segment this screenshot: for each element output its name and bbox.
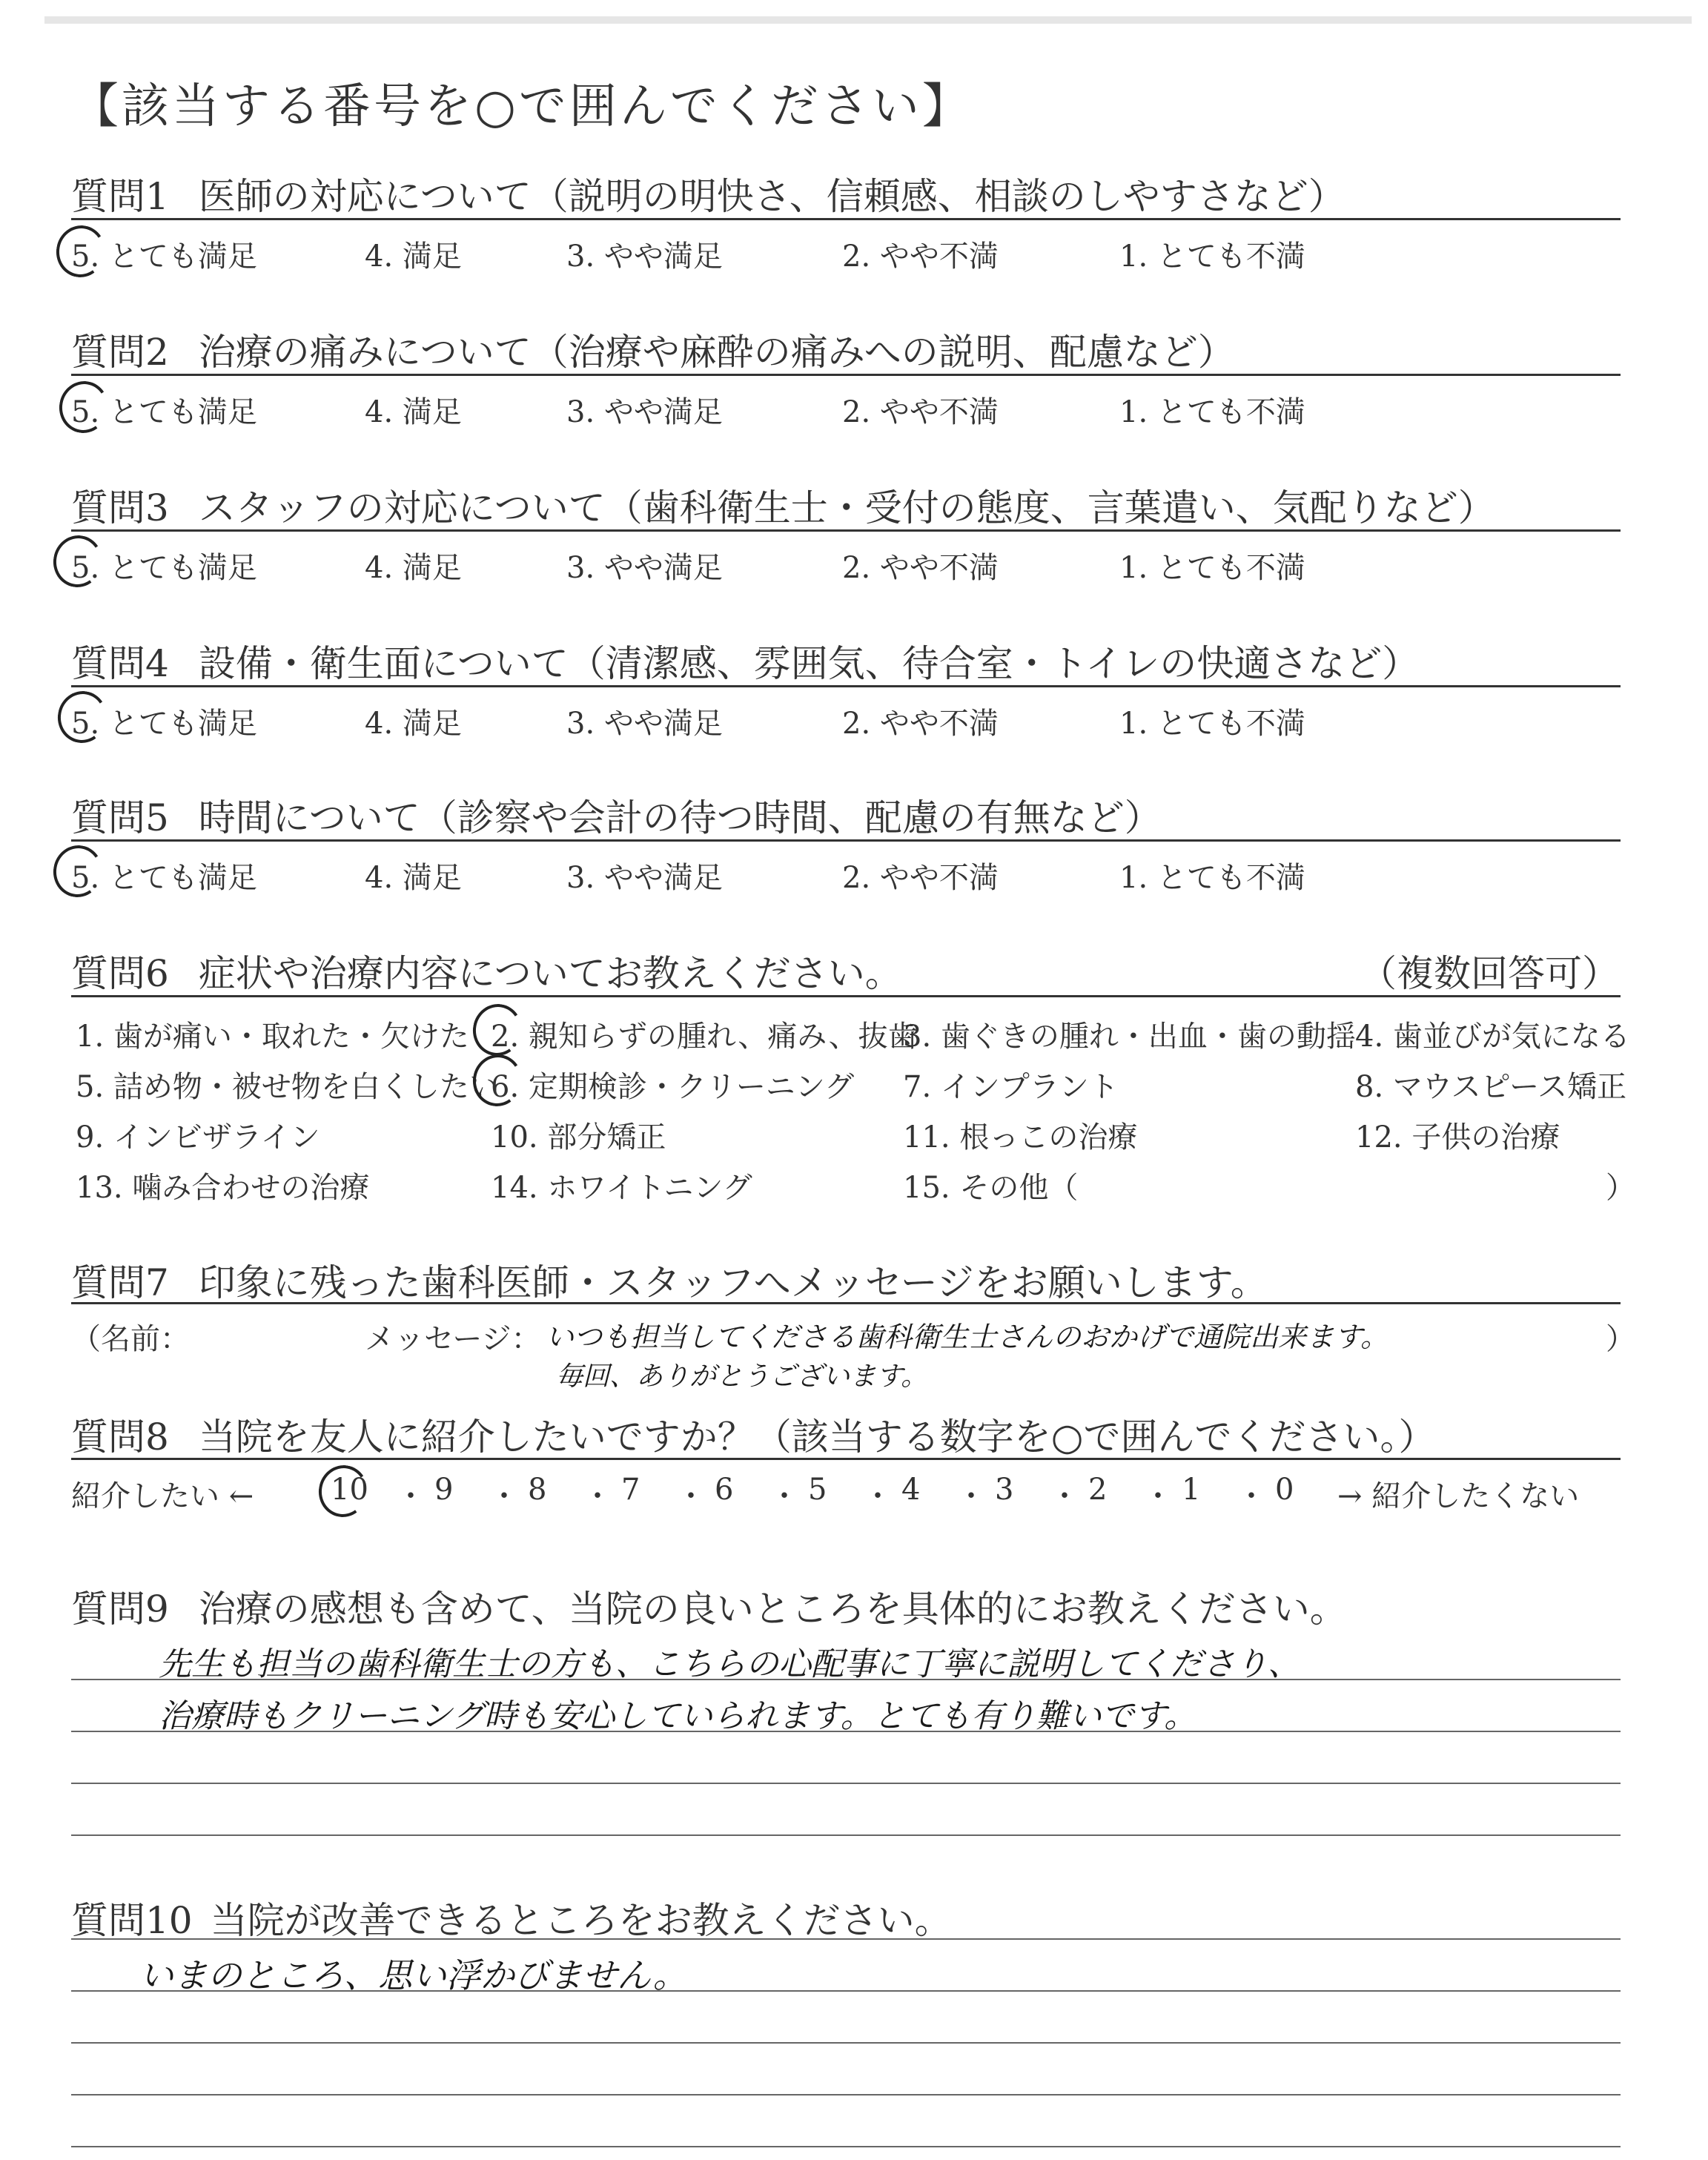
q8-scale-10[interactable]: 10: [331, 1473, 368, 1507]
q6-option-13[interactable]: 13. 噛み合わせの治療: [76, 1171, 370, 1205]
q6-option-4[interactable]: 4. 歯並びが気になる: [1355, 1020, 1630, 1054]
question-9-text: 治療の感想も含めて、当院の良いところを具体的にお教えください。: [198, 1588, 1347, 1631]
question-5-text: 時間について（診察や会計の待つ時間、配慮の有無など）: [198, 796, 1162, 839]
q3-option-3[interactable]: 3. やや満足: [566, 551, 723, 585]
question-2-text: 治療の痛みについて（治療や麻酔の痛みへの説明、配慮など）: [198, 331, 1235, 374]
q4-option-1[interactable]: 1. とても不満: [1119, 707, 1305, 741]
question-4-rule: [71, 685, 1621, 687]
q2-option-2[interactable]: 2. やや不満: [842, 395, 999, 429]
q8-scale-5[interactable]: 5: [808, 1473, 827, 1507]
q10-answer-line-3: [71, 2042, 1621, 2044]
q8-dot: ・: [676, 1479, 706, 1513]
question-5-heading: [71, 788, 1162, 842]
q7-message-line-2: 毎回、ありがとうございます。: [556, 1361, 928, 1392]
question-8-heading: [71, 1407, 1435, 1461]
q8-left-label: 紹介したい ←: [71, 1479, 254, 1513]
q9-answer-line-3: [71, 1783, 1621, 1784]
question-5-rule: [71, 839, 1621, 842]
question-9-heading: [71, 1579, 1347, 1633]
q2-option-4[interactable]: 4. 満足: [365, 395, 462, 429]
q6-option-7[interactable]: 7. インプラント: [903, 1070, 1119, 1104]
q6-option-3[interactable]: 3. 歯ぐきの腫れ・出血・歯の動揺: [903, 1020, 1356, 1054]
question-3-heading: [71, 478, 1495, 532]
q8-selection-circle: [314, 1462, 371, 1521]
q6-option-9[interactable]: 9. インビザライン: [76, 1120, 320, 1155]
question-8-text: 当院を友人に紹介したいですか？（該当する数字を○で囲んでください。）: [198, 1416, 1436, 1459]
q6-option-6[interactable]: 6. 定期検診・クリーニング: [491, 1070, 855, 1104]
question-8-rule: [71, 1458, 1621, 1460]
question-7-number: 質問7: [71, 1261, 169, 1304]
q8-dot: ・: [1050, 1479, 1079, 1513]
q7-name-label: （名前：: [71, 1322, 190, 1356]
q6-option-11[interactable]: 11. 根っこの治療: [903, 1120, 1138, 1155]
q3-option-1[interactable]: 1. とても不満: [1119, 551, 1305, 585]
q8-scale-2[interactable]: 2: [1088, 1473, 1108, 1507]
question-2-number: 質問2: [71, 331, 169, 374]
q2-option-5[interactable]: 5. とても満足: [71, 395, 257, 429]
question-1-rule: [71, 218, 1621, 220]
question-3-text: スタッフの対応について（歯科衛生士・受付の態度、言葉遣い、気配りなど）: [198, 486, 1495, 529]
question-7-text: 印象に残った歯科医師・スタッフへメッセージをお願いします。: [198, 1261, 1268, 1304]
q4-option-5[interactable]: 5. とても満足: [71, 707, 257, 741]
q6-option-15[interactable]: 15. その他（: [903, 1171, 1079, 1205]
q8-scale-8[interactable]: 8: [528, 1473, 547, 1507]
question-4-heading: [71, 634, 1419, 687]
q10-answer-line-1: [71, 1938, 1621, 1940]
question-8-number: 質問8: [71, 1416, 169, 1459]
question-1-text: 医師の対応について（説明の明快さ、信頼感、相談のしやすさなど）: [198, 175, 1345, 218]
q8-scale-4[interactable]: 4: [901, 1473, 921, 1507]
question-6-note: （複数回答可）: [1360, 952, 1619, 995]
q8-dot: ・: [1143, 1479, 1173, 1513]
question-6-rule: [71, 995, 1621, 997]
q2-option-3[interactable]: 3. やや満足: [566, 395, 723, 429]
question-10-number: 質問10: [71, 1899, 193, 1942]
question-4-text: 設備・衛生面について（清潔感、雰囲気、待合室・トイレの快適さなど）: [198, 642, 1420, 685]
q8-dot: ・: [863, 1479, 893, 1513]
question-10-heading: [71, 1891, 952, 1944]
q5-option-4[interactable]: 4. 満足: [365, 861, 462, 895]
question-2-rule: [71, 374, 1621, 376]
q5-option-2[interactable]: 2. やや不満: [842, 861, 999, 895]
q1-option-2[interactable]: 2. やや不満: [842, 240, 999, 274]
q8-dot: ・: [1237, 1479, 1266, 1513]
q3-option-5[interactable]: 5. とても満足: [71, 551, 257, 585]
question-2-heading: [71, 323, 1235, 376]
q2-option-1[interactable]: 1. とても不満: [1119, 395, 1305, 429]
q7-message-line-1: いつも担当してくださる歯科衛生士さんのおかげで通院出来ます。: [546, 1321, 1388, 1353]
question-1-number: 質問1: [71, 175, 169, 218]
q9-answer-text-1: 先生も担当の歯科衛生士の方も、こちらの心配事に丁寧に説明してくださり、: [159, 1645, 1300, 1683]
q8-scale-9[interactable]: 9: [434, 1473, 454, 1507]
q10-answer-text-1: いまのところ、思い浮かびません。: [139, 1955, 687, 1995]
question-4-number: 質問4: [71, 642, 169, 685]
q8-scale-1[interactable]: 1: [1182, 1473, 1201, 1507]
q5-option-1[interactable]: 1. とても不満: [1119, 861, 1305, 895]
q1-option-1[interactable]: 1. とても不満: [1119, 240, 1305, 274]
question-6-text: 症状や治療内容についてお教えください。: [198, 952, 902, 995]
q6-option-8[interactable]: 8. マウスピース矯正: [1355, 1070, 1627, 1104]
q7-message-label: メッセージ：: [365, 1322, 541, 1356]
question-1-heading: [71, 167, 1345, 220]
q3-option-4[interactable]: 4. 満足: [365, 551, 462, 585]
q8-scale-3[interactable]: 3: [995, 1473, 1014, 1507]
q6-option-14[interactable]: 14. ホワイトニング: [491, 1171, 752, 1205]
q8-dot: ・: [489, 1479, 519, 1513]
question-6-number: 質問6: [71, 952, 169, 995]
q7-close-paren: ）: [1606, 1322, 1635, 1356]
q4-option-2[interactable]: 2. やや不満: [842, 707, 999, 741]
q1-option-4[interactable]: 4. 満足: [365, 240, 462, 274]
q6-option-15-close: ）: [1606, 1171, 1635, 1205]
q5-option-3[interactable]: 3. やや満足: [566, 861, 723, 895]
q4-option-3[interactable]: 3. やや満足: [566, 707, 723, 741]
q9-answer-text-2: 治療時もクリーニング時も安心していられます。とても有り難いです。: [159, 1697, 1197, 1735]
question-7-heading: [71, 1253, 1268, 1307]
q8-scale-6[interactable]: 6: [715, 1473, 734, 1507]
q1-option-5[interactable]: 5. とても満足: [71, 240, 257, 274]
question-3-rule: [71, 529, 1621, 532]
question-3-number: 質問3: [71, 486, 169, 529]
form-title: 【該当する番号を○で囲んでください】: [71, 79, 973, 134]
q4-option-4[interactable]: 4. 満足: [365, 707, 462, 741]
survey-form: [71, 0, 1635, 2160]
q8-dot: ・: [396, 1479, 426, 1513]
question-10-text: 当院が改善できるところをお教えください。: [210, 1899, 952, 1942]
q5-option-5[interactable]: 5. とても満足: [71, 861, 257, 895]
question-7-rule: [71, 1302, 1621, 1304]
question-5-number: 質問5: [71, 796, 169, 839]
q8-scale-7[interactable]: 7: [621, 1473, 640, 1507]
q9-answer-line-4: [71, 1834, 1621, 1836]
q1-option-3[interactable]: 3. やや満足: [566, 240, 723, 274]
question-9-number: 質問9: [71, 1588, 169, 1631]
q10-answer-line-4: [71, 2094, 1621, 2095]
q8-dot: ・: [769, 1479, 799, 1513]
q8-scale-0[interactable]: 0: [1275, 1473, 1294, 1507]
q8-dot: ・: [583, 1479, 612, 1513]
q6-option-1[interactable]: 1. 歯が痛い・取れた・欠けた: [76, 1020, 469, 1054]
q3-option-2[interactable]: 2. やや不満: [842, 551, 999, 585]
q8-dot: ・: [956, 1479, 986, 1513]
q6-option-12[interactable]: 12. 子供の治療: [1355, 1120, 1560, 1155]
q10-answer-line-5: [71, 2146, 1621, 2147]
q6-option-10[interactable]: 10. 部分矯正: [491, 1120, 666, 1155]
q6-option-5[interactable]: 5. 詰め物・被せ物を白くしたい: [76, 1070, 499, 1104]
q6-option-2[interactable]: 2. 親知らずの腫れ、痛み、抜歯: [491, 1020, 918, 1054]
question-6-heading: [71, 944, 902, 997]
q8-right-label: → 紹介したくない: [1337, 1479, 1580, 1513]
